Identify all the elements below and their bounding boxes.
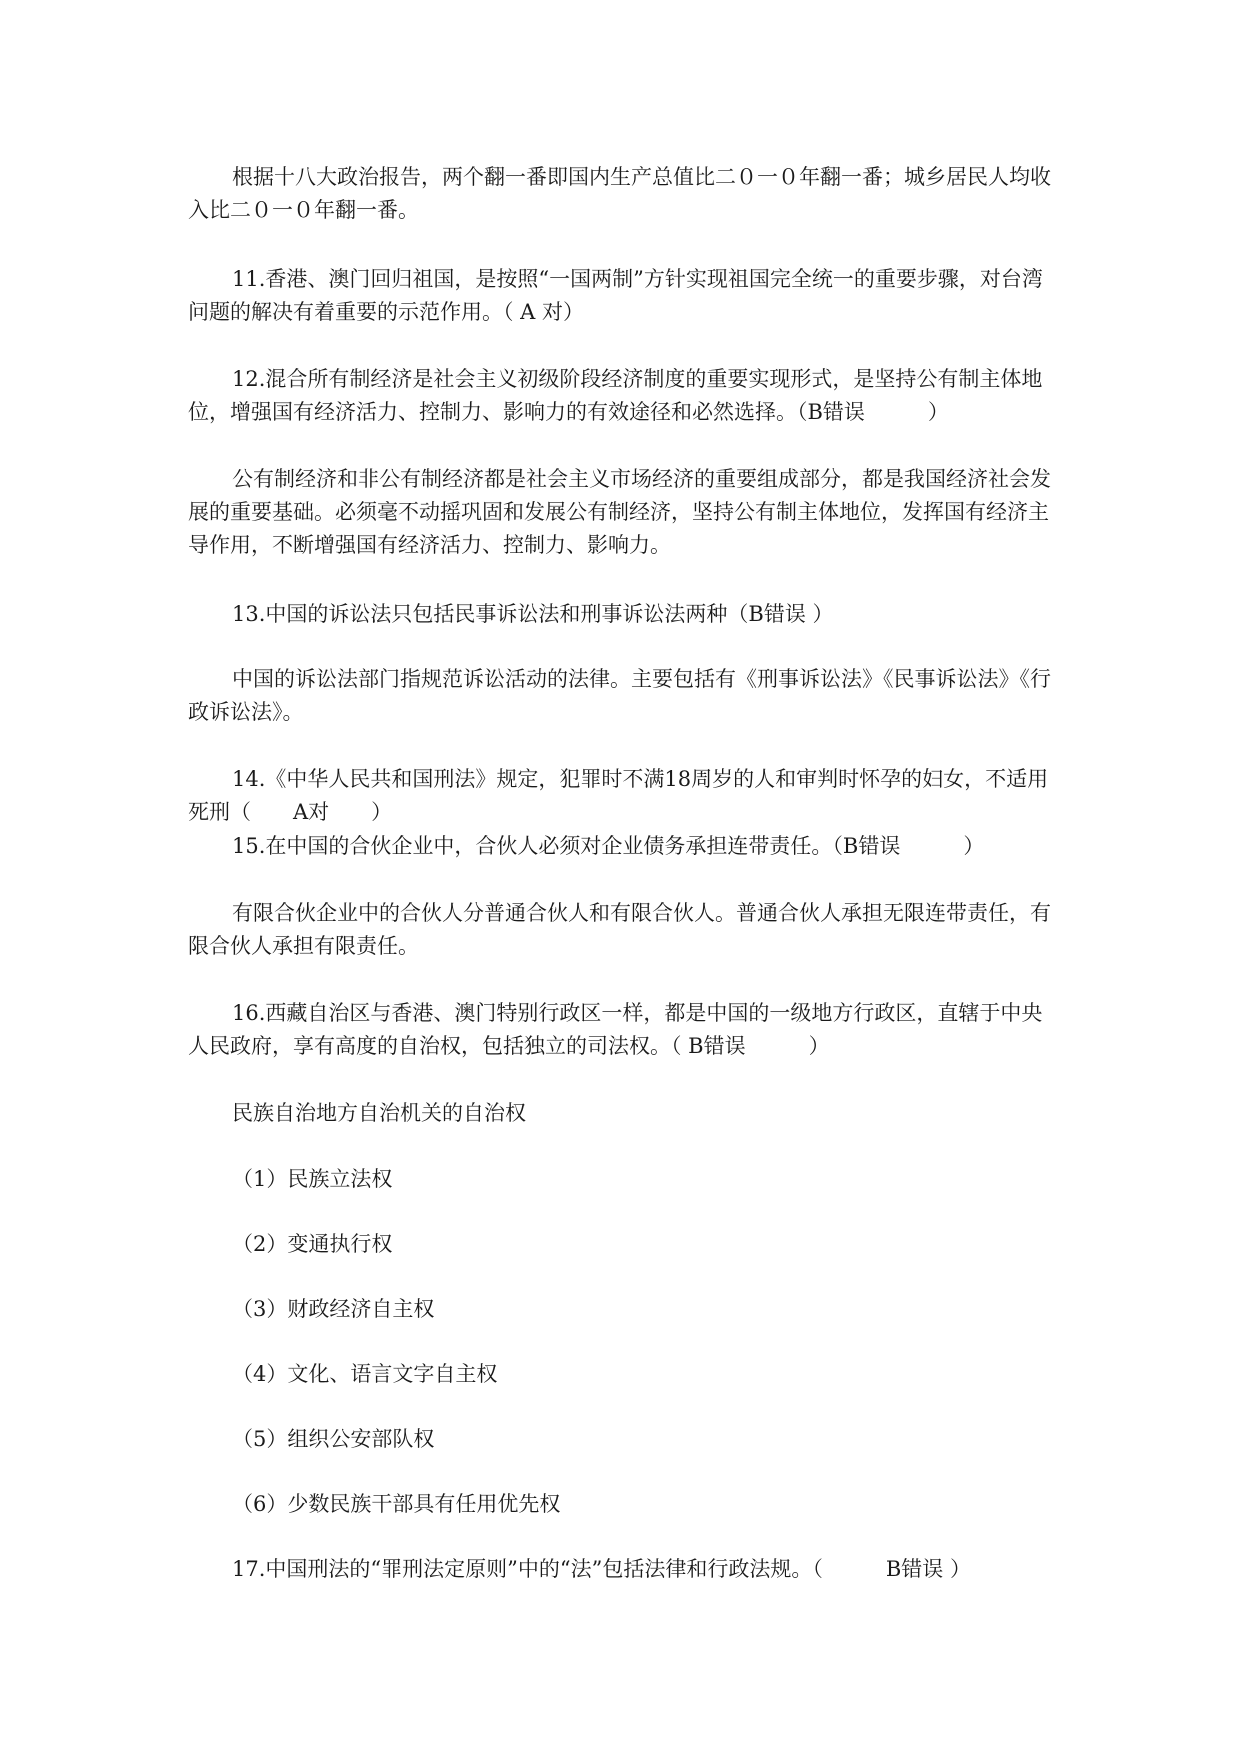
explanation-15: 有限合伙企业中的合伙人分普通合伙人和有限合伙人。普通合伙人承担无限连带责任，有限合伙人承担有限责任。 [188, 901, 1051, 958]
autonomy-right-item: （4）文化、语言文字自主权 [232, 1362, 498, 1386]
autonomy-right-item: （6）少数民族干部具有任用优先权 [232, 1492, 561, 1516]
autonomy-rights-heading: 民族自治地方自治机关的自治权 [232, 1101, 526, 1125]
autonomy-right-item: （2）变通执行权 [232, 1232, 393, 1256]
question-15: 15.在中国的合伙企业中，合伙人必须对企业债务承担连带责任。（B错误 ） [232, 834, 985, 858]
question-16: 16.西藏自治区与香港、澳门特别行政区一样，都是中国的一级地方行政区，直辖于中央人民政府，享有高度的自治权，包括独立的司法权。（ B错误 ） [188, 1001, 1043, 1058]
question-14: 14.《中华人民共和国刑法》规定，犯罪时不满18周岁的人和审判时怀孕的妇女，不适用死刑（ A对 ） [188, 767, 1049, 824]
autonomy-right-item: （5）组织公安部队权 [232, 1427, 435, 1451]
question-11: 11.香港、澳门回归祖国，是按照“一国两制”方针实现祖国完全统一的重要步骤，对台湾问题的解决有着重要的示范作用。（ A 对） [188, 267, 1043, 324]
autonomy-right-item: （1）民族立法权 [232, 1167, 393, 1191]
question-17: 17.中国刑法的“罪刑法定原则”中的“法”包括法律和行政法规。（ B错误 ） [232, 1557, 971, 1581]
autonomy-right-item: （3）财政经济自主权 [232, 1297, 435, 1321]
question-12: 12.混合所有制经济是社会主义初级阶段经济制度的重要实现形式，是坚持公有制主体地位，增强国有经济活力、控制力、影响力的有效途径和必然选择。（B错误 ） [188, 367, 1043, 424]
paragraph-two-doublings: 根据十八大政治报告，两个翻一番即国内生产总值比二０一０年翻一番；城乡居民人均收入比二０一０年翻一番。 [188, 165, 1051, 222]
question-13: 13.中国的诉讼法只包括民事诉讼法和刑事诉讼法两种（B错误 ） [232, 602, 834, 626]
explanation-12: 公有制经济和非公有制经济都是社会主义市场经济的重要组成部分，都是我国经济社会发展的重要基础。必须毫不动摇巩固和发展公有制经济，坚持公有制主体地位，发挥国有经济主导作用，不断增强国有经济活力、控制力、影响力。 [188, 467, 1051, 557]
explanation-13: 中国的诉讼法部门指规范诉讼活动的法律。主要包括有《刑事诉讼法》《民事诉讼法》《行政诉讼法》。 [188, 667, 1051, 724]
